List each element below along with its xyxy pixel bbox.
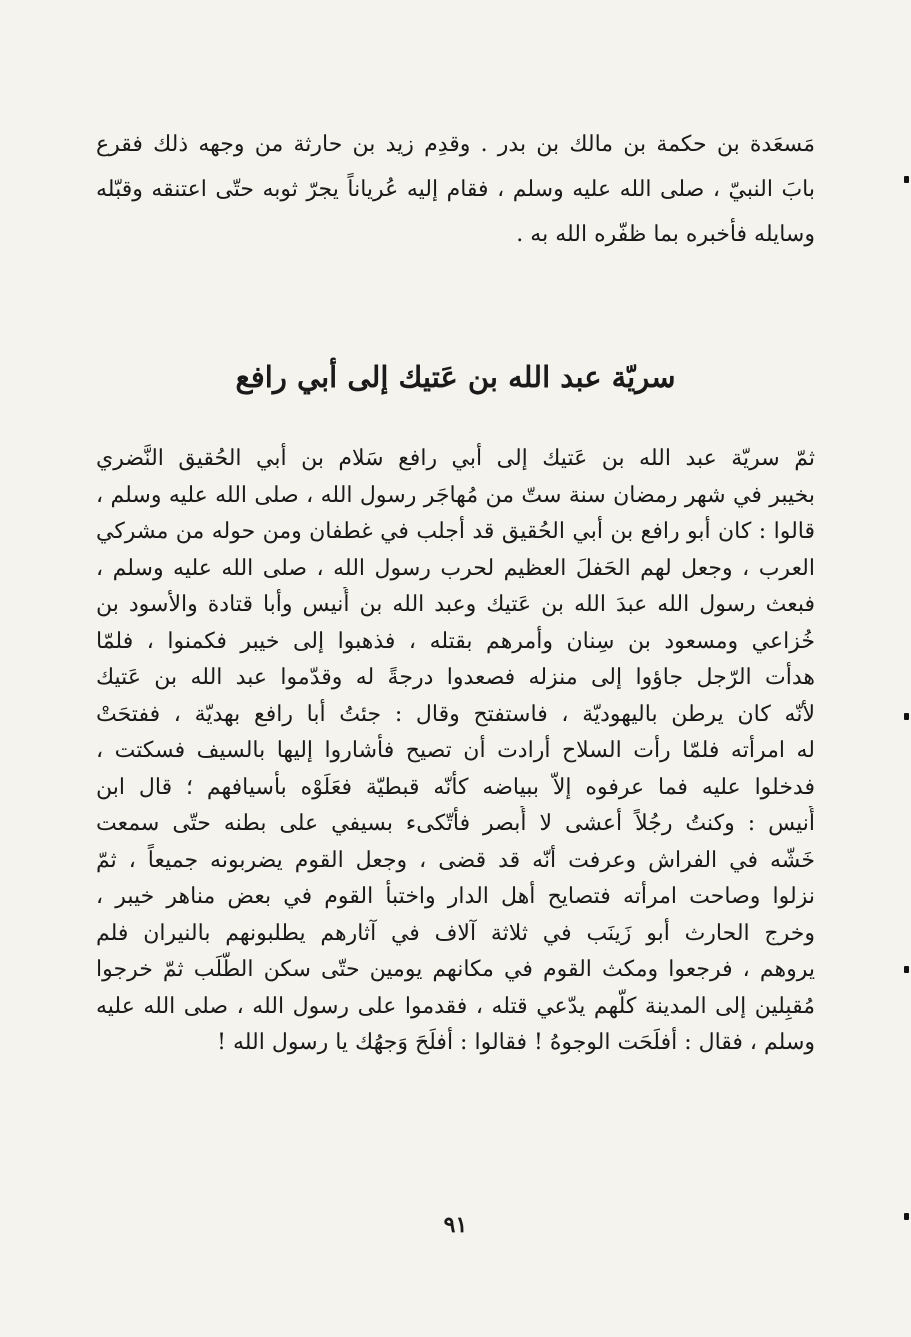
text-line: هدأت الرّجل جاؤوا إلى منزله فصعدوا درجةً له وقدّموا عبد الله بن عَتيك bbox=[96, 665, 815, 690]
body-paragraph bbox=[96, 441, 815, 1062]
section-heading: سريّة عبد الله بن عَتيك إلى أبي رافع bbox=[235, 360, 676, 394]
text-line: قالوا : كان أبو رافع بن أبي الحُقيق قد أجلب في غطفان ومن حوله من مشركي bbox=[96, 519, 815, 544]
text-line: خُزاعي ومسعود بن سِنان وأمرهم بقتله ، فذهبوا إلى خيبر فكمنوا ، فلمّا bbox=[96, 628, 815, 654]
text-line: لأنّه كان يرطن باليهوديّة ، فاستفتح وقال : جئتُ أبا رافع بهديّة ، ففتحَتْ bbox=[96, 701, 815, 727]
text-line: مُقبِلين إلى المدينة كلّهم يدّعي قتله ، فقدموا على رسول الله ، صلى الله عليه bbox=[96, 993, 815, 1019]
text-line: له امرأته فلمّا رأت السلاح أرادت أن تصيح فأشاروا إليها بالسيف فسكتت ، bbox=[96, 738, 815, 763]
text-line: خَشّه في الفراش وعرفت أنّه قد قضى ، وجعل القوم يضربونه جميعاً ، ثمّ bbox=[96, 847, 815, 873]
text-line: أُنيس : وكنتُ رجُلاً أعشى لا أُبصر فأتّكىء بسيفي على بطنه حتّى سمعت bbox=[96, 811, 815, 836]
text-line: العرب ، وجعل لهم الحَفلَ العظيم لحرب رسول الله ، صلى الله عليه وسلم ، bbox=[96, 555, 815, 581]
margin-mark bbox=[904, 176, 909, 183]
text-line: ثمّ سريّة عبد الله بن عَتيك إلى أبي رافع سَلام بن أبي الحُقيق النَّضري bbox=[96, 446, 815, 471]
text-line: مَسعَدة بن حكمة بن مالك بن بدر . وقدِم زيد بن حارثة من وجهه ذلك فقرع bbox=[96, 132, 815, 157]
text-line: يروهم ، فرجعوا ومكث القوم في مكانهم يومين حتّى سكن الطّلَب ثمّ خرجوا bbox=[96, 957, 815, 982]
margin-mark bbox=[904, 713, 909, 720]
page-number: ٩١ bbox=[443, 1212, 468, 1238]
text-line: نزلوا وصاحت امرأته فتصايح أهل الدار واختبأ القوم في بعض مناهر خيبر ، bbox=[96, 884, 815, 909]
text-line: وسلم ، فقال : أفلَحَت الوجوهُ ! فقالوا : أفلَحَ وَجهُك يا رسول الله ! bbox=[217, 1030, 815, 1055]
text-line: فبعث رسول الله عبدَ الله بن عَتيك وعبد الله بن أُنيس وأبا قتادة والأسود بن bbox=[96, 592, 815, 617]
text-line: بخيبر في شهر رمضان سنة ستّ من مُهاجَر رسول الله ، صلى الله عليه وسلم ، bbox=[96, 482, 815, 508]
text-line: وسايله فأخبره بما ظفّره الله به . bbox=[516, 222, 815, 247]
text-line: وخرج الحارث أبو زَينَب في ثلاثة آلاف في آثارهم يطلبونهم بالنيران فلم bbox=[96, 920, 815, 946]
margin-mark bbox=[904, 966, 909, 973]
text-line: بابَ النبيّ ، صلى الله عليه وسلم ، فقام إليه عُرياناً يجرّ ثوبه حتّى اعتنقه وقبّله bbox=[96, 177, 815, 202]
text-line: فدخلوا عليه فما عرفوه إلاّ ببياضه كأنّه قبطيّة فعَلَوْه بأسيافهم ؛ قال ابن bbox=[96, 774, 815, 800]
intro-paragraph bbox=[96, 122, 815, 257]
margin-mark bbox=[904, 1213, 909, 1220]
